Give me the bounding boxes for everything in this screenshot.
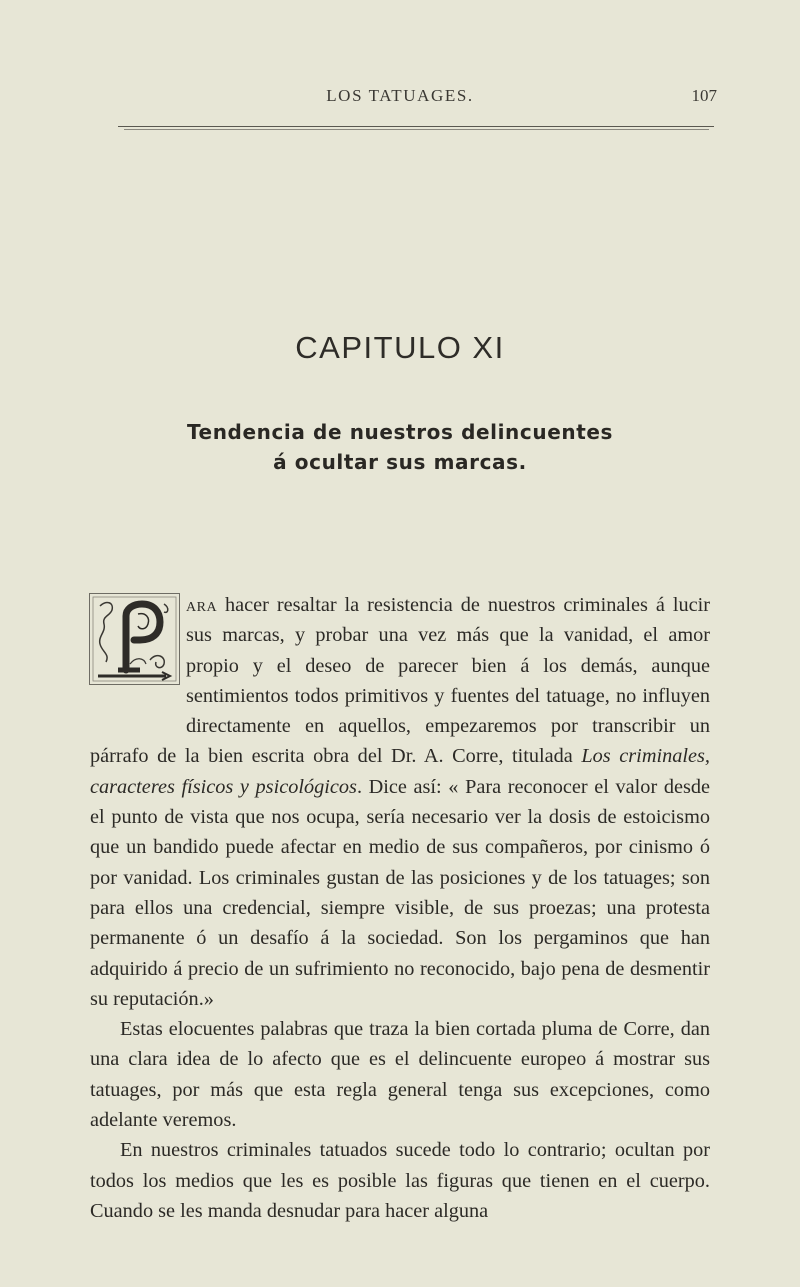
page-number: 107	[691, 86, 717, 105]
body-text	[90, 590, 710, 1226]
paragraph-3: En nuestros criminales tatuados sucede todo lo contrario; ocultan por todos los medios que les es posible las figuras que tienen en el cuerpo. Cuando se les manda desnudar para hacer alguna	[90, 1139, 710, 1222]
book-title-comma: ,	[704, 745, 710, 768]
paragraph-1	[90, 590, 710, 1014]
book-title-part-2: caracteres físicos y psicológicos	[90, 775, 357, 798]
initial-spacer	[90, 590, 186, 738]
running-title: LOS TATUAGES.	[326, 86, 474, 105]
opening-word: ara	[186, 594, 218, 616]
paragraph-1-text-b: . Dice así: « Para reconocer el valor desde el punto de vista que nos ocupa, sería necesario ver la dosis de estoicismo que un bandido puede afectar en medio de sus compañeros, por cinismo ó por vanidad. Los criminales gustan de las posiciones y de los tatuages; son para ellos una credencial, siempre visible, de sus proezas; una protesta permanente ó un desafío á la sociedad. Son los pergaminos que han adquirido á precio de un sufrimiento no reconocido, bajo pena de desmentir su reputación.»	[90, 775, 710, 1010]
chapter-title: CAPITULO XI	[295, 330, 505, 365]
page-header	[0, 86, 800, 110]
chapter-subtitle	[0, 417, 800, 477]
paragraph-1-text-a: hacer resaltar la resistencia de nuestros criminales á lucir sus marcas, y probar una vez más que la vanidad, el amor propio y el deseo de parecer bien á los demás, aunque sentimientos todos primitivos y fuentes del tatuage, no influyen directamente en aquellos, empezaremos por transcribir un párrafo de la bien escrita obra del Dr. A. Corre, titulada	[90, 594, 710, 768]
header-rule-thin	[124, 129, 709, 130]
paragraph-2: Estas elocuentes palabras que traza la bien cortada pluma de Corre, dan una clara idea de lo afecto que es el delincuente europeo á mostrar sus tatuages, por más que esta regla general tenga sus excepciones, como adelante veremos.	[90, 1018, 710, 1132]
header-rule	[118, 126, 714, 127]
subtitle-line-1: Tendencia de nuestros delincuentes	[186, 420, 614, 444]
book-title-part-1: Los criminales	[581, 745, 705, 768]
subtitle-line-2: á ocultar sus marcas.	[273, 450, 527, 474]
